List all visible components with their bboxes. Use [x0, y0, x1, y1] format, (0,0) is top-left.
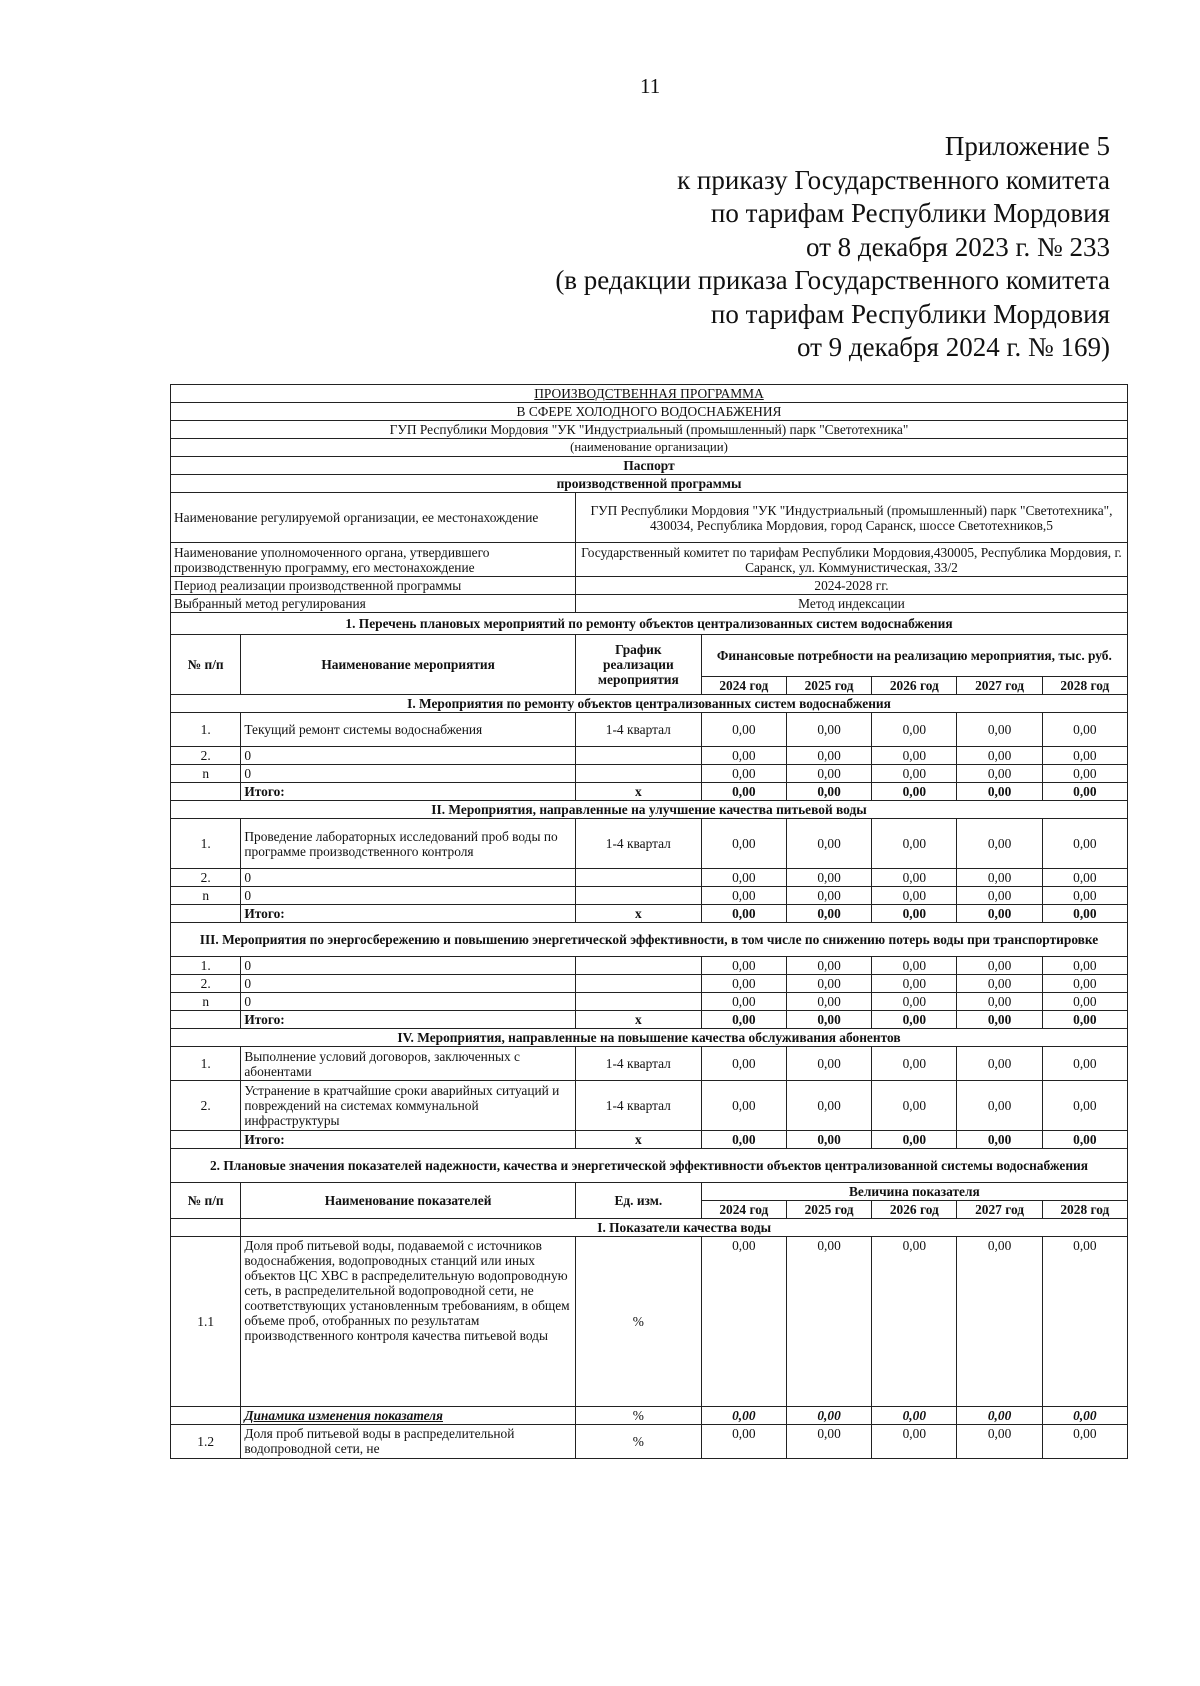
indicator-value: 0,00: [701, 1237, 786, 1407]
group-total-row: [171, 1131, 1128, 1149]
group-title: III. Мероприятия по энергосбережению и повышению энергетической эффективности, в том числе по снижению потерь воды при транспортировке: [171, 923, 1128, 957]
measure-name: 0: [241, 747, 576, 765]
column-header-year: 2026 год: [872, 677, 957, 695]
measure-value: 0,00: [957, 1081, 1042, 1131]
total-value: 0,00: [957, 1011, 1042, 1029]
measure-name: 0: [241, 887, 576, 905]
passport-value: Метод индексации: [575, 595, 1127, 613]
measure-row: [171, 819, 1128, 869]
column-header-year: 2028 год: [1042, 1201, 1127, 1219]
measure-number: 1.: [171, 819, 241, 869]
section1-title-row: [171, 613, 1128, 635]
production-program-table: [170, 384, 1128, 1459]
measure-schedule: 1-4 квартал: [575, 713, 701, 747]
measure-number: 2.: [171, 747, 241, 765]
program-title: ПРОИЗВОДСТВЕННАЯ ПРОГРАММА: [171, 385, 1128, 403]
column-header-year: 2027 год: [957, 1201, 1042, 1219]
section2-title: 2. Плановые значения показателей надежности, качества и энергетической эффективности объектов централизованной системы водоснабжения: [171, 1149, 1128, 1183]
column-header-year: 2025 год: [786, 677, 871, 695]
passport-label: Период реализации производственной программы: [171, 577, 576, 595]
measure-number: n: [171, 765, 241, 783]
group-title-row: [171, 801, 1128, 819]
section2-header-row: [171, 1183, 1128, 1201]
indicator-value: 0,00: [786, 1237, 871, 1407]
total-value: 0,00: [1042, 905, 1127, 923]
total-label: Итого:: [241, 1011, 576, 1029]
header-line: от 8 декабря 2023 г. № 233: [805, 231, 1110, 262]
indicator-value: 0,00: [701, 1425, 786, 1459]
group-title-row: [171, 923, 1128, 957]
dynamic-label: Динамика изменения показателя: [241, 1407, 576, 1425]
group-total-row: [171, 905, 1128, 923]
organization-caption: (наименование организации): [171, 439, 1128, 457]
measure-value: 0,00: [701, 869, 786, 887]
measure-value: 0,00: [872, 765, 957, 783]
column-header-value: Величина показателя: [701, 1183, 1127, 1201]
measure-value: 0,00: [957, 1047, 1042, 1081]
table-cell: [171, 1011, 241, 1029]
indicator-row: [171, 1425, 1128, 1459]
group-title: IV. Мероприятия, направленные на повышение качества обслуживания абонентов: [171, 1029, 1128, 1047]
column-header-year: 2026 год: [872, 1201, 957, 1219]
measure-value: 0,00: [701, 1047, 786, 1081]
measure-name: 0: [241, 869, 576, 887]
measure-value: 0,00: [786, 819, 871, 869]
passport-info-row: [171, 595, 1128, 613]
measure-value: 0,00: [872, 1047, 957, 1081]
column-header-year: 2027 год: [957, 677, 1042, 695]
indicator-value: 0,00: [701, 1407, 786, 1425]
measure-name: Проведение лабораторных исследований проб воды по программе производственного контроля: [241, 819, 576, 869]
measure-name: Устранение в кратчайшие сроки аварийных ситуаций и повреждений на системах коммунальной инфраструктуры: [241, 1081, 576, 1131]
measure-value: 0,00: [786, 887, 871, 905]
total-value: 0,00: [701, 1011, 786, 1029]
header-line: по тарифам Республики Мордовия: [710, 298, 1110, 329]
measure-value: 0,00: [957, 819, 1042, 869]
group-title-row: [171, 695, 1128, 713]
passport-label: Наименование уполномоченного органа, утвердившего производственную программу, его местонахождение: [171, 543, 576, 577]
total-schedule: х: [575, 1131, 701, 1149]
total-value: 0,00: [1042, 1131, 1127, 1149]
measure-schedule: [575, 887, 701, 905]
measure-schedule: 1-4 квартал: [575, 1081, 701, 1131]
measure-name: 0: [241, 957, 576, 975]
measure-schedule: [575, 975, 701, 993]
measure-value: 0,00: [1042, 1047, 1127, 1081]
measure-value: 0,00: [701, 887, 786, 905]
measure-schedule: [575, 747, 701, 765]
measure-value: 0,00: [701, 819, 786, 869]
group-total-row: [171, 783, 1128, 801]
total-value: 0,00: [786, 1011, 871, 1029]
measure-value: 0,00: [701, 765, 786, 783]
organization-name: ГУП Республики Мордовия "УК "Индустриальный (промышленный) парк "Светотехника": [171, 421, 1128, 439]
measure-value: 0,00: [872, 747, 957, 765]
indicator-value: 0,00: [872, 1237, 957, 1407]
table-cell: [171, 1131, 241, 1149]
measure-schedule: [575, 765, 701, 783]
program-title-row: [171, 385, 1128, 403]
measure-value: 0,00: [786, 713, 871, 747]
passport-title: Паспорт: [171, 457, 1128, 475]
total-value: 0,00: [957, 1131, 1042, 1149]
measure-value: 0,00: [957, 993, 1042, 1011]
measure-number: 2.: [171, 869, 241, 887]
group-total-row: [171, 1011, 1128, 1029]
section2-group-row: [171, 1219, 1128, 1237]
indicator-value: 0,00: [786, 1407, 871, 1425]
measure-value: 0,00: [1042, 993, 1127, 1011]
section1-title: 1. Перечень плановых мероприятий по ремонту объектов централизованных систем водоснабжения: [171, 613, 1128, 635]
dynamic-row: [171, 1407, 1128, 1425]
total-value: 0,00: [957, 905, 1042, 923]
measure-value: 0,00: [957, 887, 1042, 905]
measure-number: 1.: [171, 713, 241, 747]
table-cell: [171, 1219, 241, 1237]
measure-number: 2.: [171, 975, 241, 993]
measure-name: Выполнение условий договоров, заключенных с абонентами: [241, 1047, 576, 1081]
column-header-year: 2025 год: [786, 1201, 871, 1219]
measure-number: n: [171, 887, 241, 905]
header-line: к приказу Государственного комитета: [677, 164, 1110, 195]
table-cell: [171, 783, 241, 801]
measure-number: 1.: [171, 1047, 241, 1081]
indicator-value: 0,00: [872, 1425, 957, 1459]
measure-row: [171, 1047, 1128, 1081]
measure-name: 0: [241, 765, 576, 783]
organization-caption-row: [171, 439, 1128, 457]
total-schedule: х: [575, 1011, 701, 1029]
passport-value: 2024-2028 гг.: [575, 577, 1127, 595]
measure-value: 0,00: [872, 713, 957, 747]
measure-value: 0,00: [1042, 747, 1127, 765]
column-header-schedule: График реализации мероприятия: [575, 635, 701, 695]
section2-title-row: [171, 1149, 1128, 1183]
measure-value: 0,00: [1042, 765, 1127, 783]
indicator-value: 0,00: [957, 1237, 1042, 1407]
measure-value: 0,00: [786, 765, 871, 783]
program-subtitle: В СФЕРЕ ХОЛОДНОГО ВОДОСНАБЖЕНИЯ: [171, 403, 1128, 421]
indicator-value: 0,00: [957, 1407, 1042, 1425]
measure-value: 0,00: [872, 887, 957, 905]
measure-value: 0,00: [701, 975, 786, 993]
measure-number: 2.: [171, 1081, 241, 1131]
measure-schedule: 1-4 квартал: [575, 819, 701, 869]
measure-value: 0,00: [872, 957, 957, 975]
measure-name: 0: [241, 993, 576, 1011]
measure-row: [171, 713, 1128, 747]
measure-value: 0,00: [1042, 819, 1127, 869]
header-line: по тарифам Республики Мордовия: [710, 198, 1110, 228]
passport-info-row: [171, 577, 1128, 595]
measure-value: 0,00: [786, 975, 871, 993]
indicator-unit: %: [575, 1407, 701, 1425]
total-value: 0,00: [872, 905, 957, 923]
measure-row: [171, 747, 1128, 765]
header-line: Приложение 5: [944, 131, 1110, 161]
measure-value: 0,00: [957, 957, 1042, 975]
total-value: 0,00: [1042, 1011, 1127, 1029]
measure-number: n: [171, 993, 241, 1011]
total-value: 0,00: [1042, 783, 1127, 801]
measure-value: 0,00: [701, 957, 786, 975]
total-schedule: х: [575, 783, 701, 801]
measure-value: 0,00: [1042, 957, 1127, 975]
total-label: Итого:: [241, 783, 576, 801]
measure-value: 0,00: [786, 1047, 871, 1081]
measure-value: 0,00: [872, 1081, 957, 1131]
indicator-row: [171, 1237, 1128, 1407]
section1-header-row: [171, 635, 1128, 677]
indicator-value: 0,00: [957, 1425, 1042, 1459]
measure-value: 0,00: [872, 975, 957, 993]
header-line: от 9 декабря 2024 г. № 169): [796, 332, 1110, 362]
measure-value: 0,00: [701, 993, 786, 1011]
group-title-row: [171, 1029, 1128, 1047]
indicator-unit: %: [575, 1425, 701, 1459]
passport-label: Наименование регулируемой организации, ее местонахождение: [171, 493, 576, 543]
passport-info-row: [171, 493, 1128, 543]
indicator-value: 0,00: [872, 1407, 957, 1425]
indicator-name: Доля проб питьевой воды, подаваемой с источников водоснабжения, водопроводных станций или иных объектов ЦС ХВС в распределительную водопроводную сеть, в распределительной водопроводной сети, не соответствующих установленным требованиям, в общем объеме проб, отобранных по результатам производственного контроля качества питьевой воды: [241, 1237, 576, 1407]
total-schedule: х: [575, 905, 701, 923]
total-label: Итого:: [241, 1131, 576, 1149]
measure-value: 0,00: [786, 1081, 871, 1131]
column-header-number: № п/п: [171, 1183, 241, 1219]
measure-value: 0,00: [957, 713, 1042, 747]
passport-info-row: [171, 543, 1128, 577]
organization-row: [171, 421, 1128, 439]
total-value: 0,00: [872, 783, 957, 801]
total-label: Итого:: [241, 905, 576, 923]
total-value: 0,00: [872, 1011, 957, 1029]
measure-value: 0,00: [957, 975, 1042, 993]
table-cell: [171, 905, 241, 923]
indicator-number: 1.2: [171, 1425, 241, 1459]
program-subtitle-row: [171, 403, 1128, 421]
indicator-value: 0,00: [1042, 1425, 1127, 1459]
measure-row: [171, 765, 1128, 783]
measure-value: 0,00: [1042, 713, 1127, 747]
measure-schedule: [575, 957, 701, 975]
total-value: 0,00: [701, 1131, 786, 1149]
column-header-year: 2024 год: [701, 1201, 786, 1219]
column-header-year: 2024 год: [701, 677, 786, 695]
measure-row: [171, 975, 1128, 993]
passport-value: ГУП Республики Мордовия "УК "Индустриальный (промышленный) парк "Светотехника", 430034, Республика Мордовия, город Саранск, шоссе Светотехников,5: [575, 493, 1127, 543]
measure-value: 0,00: [701, 747, 786, 765]
measure-row: [171, 957, 1128, 975]
measure-value: 0,00: [786, 747, 871, 765]
total-value: 0,00: [786, 905, 871, 923]
measure-value: 0,00: [872, 819, 957, 869]
measure-row: [171, 887, 1128, 905]
column-header-name: Наименование мероприятия: [241, 635, 576, 695]
header-line: (в редакции приказа Государственного комитета: [555, 265, 1110, 295]
column-header-indicator: Наименование показателей: [241, 1183, 576, 1219]
group-title: I. Показатели качества воды: [241, 1219, 1128, 1237]
measure-value: 0,00: [957, 747, 1042, 765]
total-value: 0,00: [701, 905, 786, 923]
indicator-number: 1.1: [171, 1237, 241, 1407]
indicator-value: 0,00: [1042, 1237, 1127, 1407]
total-value: 0,00: [701, 783, 786, 801]
measure-row: [171, 869, 1128, 887]
column-header-number: № п/п: [171, 635, 241, 695]
measure-schedule: [575, 993, 701, 1011]
passport-value: Государственный комитет по тарифам Республики Мордовия,430005, Республика Мордовия, г. Саранск, ул. Коммунистическая, 33/2: [575, 543, 1127, 577]
indicator-value: 0,00: [1042, 1407, 1127, 1425]
column-header-unit: Ед. изм.: [575, 1183, 701, 1219]
measure-value: 0,00: [786, 869, 871, 887]
group-title: II. Мероприятия, направленные на улучшение качества питьевой воды: [171, 801, 1128, 819]
measure-name: 0: [241, 975, 576, 993]
indicator-unit: %: [575, 1237, 701, 1407]
measure-schedule: [575, 869, 701, 887]
measure-value: 0,00: [786, 957, 871, 975]
measure-value: 0,00: [1042, 975, 1127, 993]
measure-schedule: 1-4 квартал: [575, 1047, 701, 1081]
total-value: 0,00: [786, 783, 871, 801]
measure-value: 0,00: [872, 869, 957, 887]
passport-subtitle: производственной программы: [171, 475, 1128, 493]
column-header-year: 2028 год: [1042, 677, 1127, 695]
measure-value: 0,00: [701, 1081, 786, 1131]
measure-value: 0,00: [701, 713, 786, 747]
indicator-name: Доля проб питьевой воды в распределительной водопроводной сети, не: [241, 1425, 576, 1459]
total-value: 0,00: [786, 1131, 871, 1149]
total-value: 0,00: [957, 783, 1042, 801]
measure-value: 0,00: [872, 993, 957, 1011]
passport-sub-row: [171, 475, 1128, 493]
appendix-header: [555, 130, 1110, 365]
measure-value: 0,00: [1042, 1081, 1127, 1131]
measure-value: 0,00: [957, 765, 1042, 783]
measure-value: 0,00: [786, 993, 871, 1011]
measure-name: Текущий ремонт системы водоснабжения: [241, 713, 576, 747]
indicator-number: [171, 1407, 241, 1425]
page-number: 11: [640, 74, 661, 98]
measure-value: 0,00: [1042, 887, 1127, 905]
indicator-value: 0,00: [786, 1425, 871, 1459]
measure-row: [171, 993, 1128, 1011]
total-value: 0,00: [872, 1131, 957, 1149]
passport-row: [171, 457, 1128, 475]
column-header-financing: Финансовые потребности на реализацию мероприятия, тыс. руб.: [701, 635, 1127, 677]
group-title: I. Мероприятия по ремонту объектов централизованных систем водоснабжения: [171, 695, 1128, 713]
measure-number: 1.: [171, 957, 241, 975]
passport-label: Выбранный метод регулирования: [171, 595, 576, 613]
measure-value: 0,00: [1042, 869, 1127, 887]
measure-value: 0,00: [957, 869, 1042, 887]
measure-row: [171, 1081, 1128, 1131]
